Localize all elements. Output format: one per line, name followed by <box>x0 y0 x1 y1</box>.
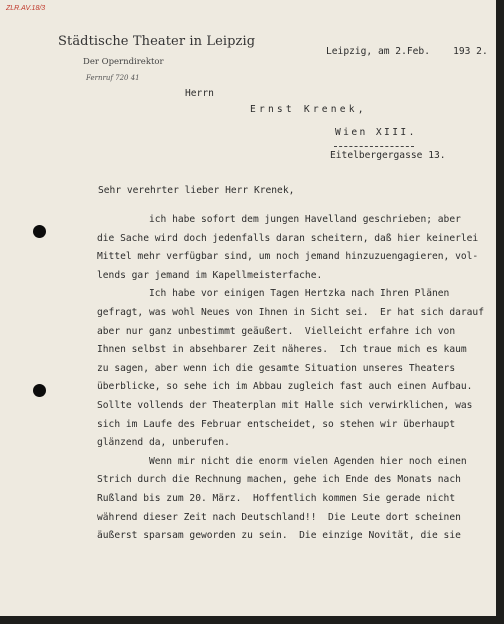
body-line: zu sagen, aber wenn ich die gesamte Situation unseres Theaters <box>97 362 456 374</box>
letterhead-name: Städtische Theater in Leipzig <box>58 34 256 49</box>
punch-hole <box>33 225 46 238</box>
greeting: Sehr verehrter lieber Herr Krenek, <box>98 185 295 196</box>
body-line: während dieser Zeit nach Deutschland!! Die Leute dort scheinen <box>97 511 461 523</box>
body-line: Rußland bis zum 20. März. Hoffentlich kommen Sie gerade nicht <box>97 492 456 504</box>
archive-mark: ZLR.AV.18/3 <box>6 5 46 12</box>
salutation-line: Herrn <box>185 88 214 99</box>
recipient-city: Wien XIII. <box>335 127 417 138</box>
recipient-name: Ernst Krenek, <box>250 104 367 115</box>
body-line: die Sache wird doch jedenfalls daran scheitern, daß hier keinerlei <box>97 232 479 244</box>
body-line: Ihnen selbst in absehbarer Zeit näheres. Ich traue mich es kaum <box>97 344 467 356</box>
body-line: Strich durch die Rechnung machen, gehe ich Ende des Monats nach <box>97 474 461 486</box>
body-line: glänzend da, unberufen. <box>97 437 230 449</box>
body-line: Ich habe vor einigen Tagen Hertzka nach Ihren Plänen <box>97 288 450 300</box>
recipient-street: Eitelbergergasse 13. <box>330 150 446 161</box>
body-line: Mittel mehr verfügbar sind, um noch jemand hinzuzuengagieren, vol- <box>97 251 479 263</box>
body-line: überblicke, so sehe ich im Abbau zugleich fast auch einen Aufbau. <box>97 381 473 393</box>
body-line: Sollte vollends der Theaterplan mit Halle sich verwirklichen, was <box>97 399 473 411</box>
body-line: lends gar jemand im Kapellmeisterfache. <box>97 269 323 281</box>
body-line: gefragt, was wohl Neues von Ihnen in Sicht sei. Er hat sich darauf <box>97 306 484 318</box>
body-line: sich im Laufe des Februar entscheidet, so stehen wir überhaupt <box>97 418 456 430</box>
letter-body <box>97 211 489 546</box>
body-line: äußerst sparsam geworden zu sein. Die einzige Novität, die sie <box>97 530 461 542</box>
letterhead-department: Der Operndirektor <box>83 57 164 67</box>
body-line: aber nur ganz unbestimmt geäußert. Vielleicht erfahre ich von <box>97 325 456 337</box>
body-line: Wenn mir nicht die enorm vielen Agenden hier noch einen <box>97 455 467 467</box>
body-line: ich habe sofort dem jungen Havelland geschrieben; aber <box>97 214 461 225</box>
city-underline <box>334 146 414 147</box>
letterhead-phone: Fernruf 720 41 <box>86 74 140 82</box>
letter-date: Leipzig, am 2.Feb. 193 2. <box>326 46 488 57</box>
punch-hole <box>33 384 46 397</box>
